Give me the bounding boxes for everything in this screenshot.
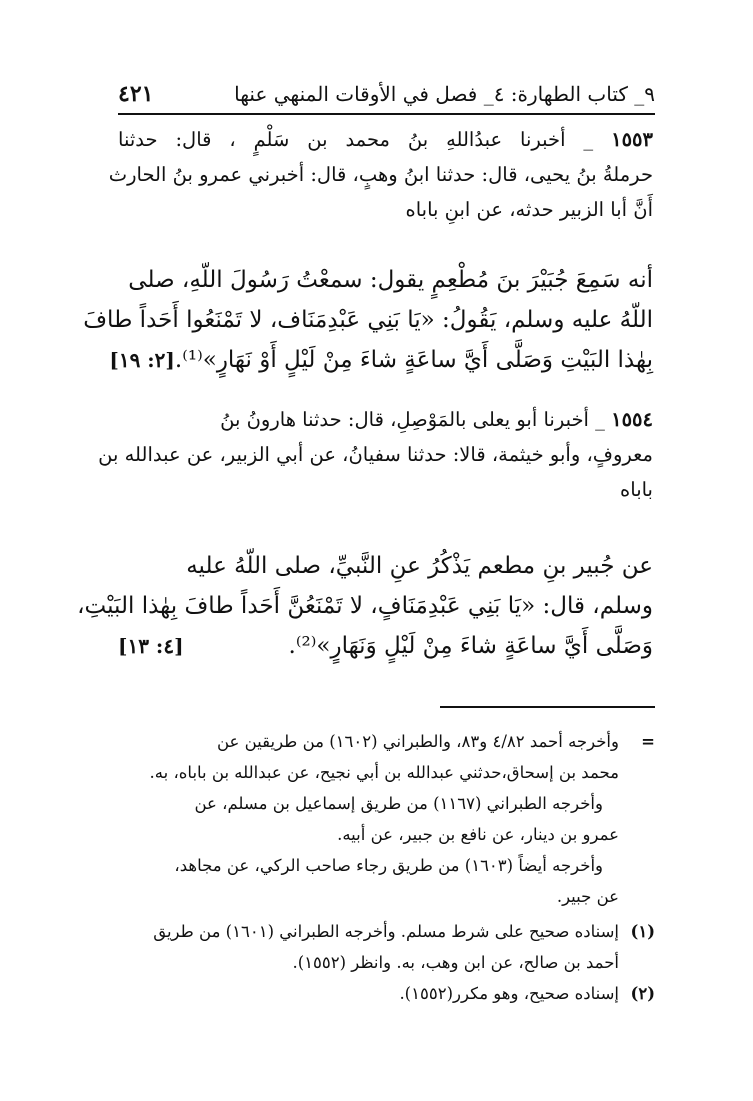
matn-line: أنه سَمِعَ جُبَيْرَ بنَ مُطْعِمٍ يقول: سمعْتُ رَسُولَ اللّهِ، صلى (128, 267, 653, 293)
footnote-2-marker: (٢) (630, 984, 655, 1003)
isnad-line: أَنَّ أبا الزبير حدثه، عن ابنِ باباه (405, 198, 653, 221)
header-divider (118, 113, 655, 115)
matn-line: وَصَلَّى أَيَّ ساعَةٍ شاءَ مِنْ لَيْلٍ وَنَهَارٍ»⁽²⁾. (288, 633, 653, 659)
footnote-line: محمد بن إسحاق،حدثني عبدالله بن أبي نجيح، عن عبدالله بن باباه، به. (149, 763, 619, 782)
hadith-1554-isnad (98, 402, 653, 507)
footnote-line: عمرو بن دينار، عن نافع بن جبير، عن أبيه. (337, 825, 619, 844)
hadith-number: ١٥٥٣ (611, 128, 653, 151)
isnad-line: باباه (620, 478, 653, 501)
matn-line: عن جُبير بنِ مطعم يَذْكُرُ عنِ النَّبيِّ، صلى اللّهُ عليه (186, 553, 653, 579)
matn-line: اللّهُ عليه وسلم، يَقُولُ: «يَا بَنِي عَبْدِمَنَاف، لا تَمْنَعُوا أَحَداً طافَ (83, 307, 653, 333)
footnote-line: وأخرجه أيضاً (١٦٠٣) من طريق رجاء صاحب الركي، عن مجاهد، (174, 856, 603, 875)
hadith-1553-isnad (108, 122, 653, 227)
footnote-line: إسناده صحيح، وهو مكرر(١٥٥٢). (399, 984, 619, 1003)
footnote-1-marker: (١) (630, 922, 655, 941)
footnote-line: أحمد بن صالح، عن ابن وهب، به. وانظر (١٥٥٢). (292, 953, 619, 972)
isnad-line: حرملةُ بنُ يحيى، قال: حدثنا ابنُ وهبٍ، قال: أخبرني عمرو بنُ الحارث (108, 163, 653, 186)
footnote-line: عن جبير. (556, 887, 619, 906)
isnad-line: _ أخبرنا أبو يعلى بالمَوْصِلِ، قال: حدثنا هارونُ بنُ (220, 408, 605, 431)
hadith-reference: [٢: ١٩] (109, 348, 175, 372)
running-title: ٩_ كتاب الطهارة: ٤_ فصل في الأوقات المنهي عنها (234, 82, 655, 106)
page-number: ٤٢١ (118, 81, 154, 107)
hadith-number: ١٥٥٤ (611, 408, 653, 431)
footnote-divider (440, 706, 655, 708)
footnote-line: وأخرجه الطبراني (١١٦٧) من طريق إسماعيل بن مسلم، عن (194, 794, 603, 813)
footnote-line: وأخرجه أحمد ٤/٨٢ و٨٣، والطبراني (١٦٠٢) من طريقين عن (216, 732, 619, 751)
footnotes (118, 726, 655, 1009)
isnad-line: معروفٍ، وأبو خيثمة، قالا: حدثنا سفيانُ، عن أبي الزبير، عن عبدالله بن (98, 443, 653, 466)
page-header (118, 66, 655, 106)
hadith-1553-matn (83, 260, 653, 380)
footnote-line: إسناده صحيح على شرط مسلم. وأخرجه الطبراني (١٦٠١) من طريق (153, 922, 619, 941)
continuation-marker: = (641, 732, 655, 751)
hadith-1554-matn (77, 546, 653, 666)
isnad-line: _ أخبرنا عبدُاللهِ بنُ محمد بن سَلْمٍ ، قال: حدثنا (118, 128, 594, 151)
hadith-reference: [٤: ١٣] (118, 634, 184, 658)
matn-line: بِهٰذا البَيْتِ وَصَلَّى أَيَّ ساعَةٍ شاءَ مِنْ لَيْلٍ أَوْ نَهَارٍ»⁽¹⁾. (174, 347, 653, 373)
matn-line: وسلم، قال: «يَا بَنِي عَبْدِمَنَافٍ، لا تَمْنَعُنَّ أَحَداً طافَ بِهٰذا البَيْتِ، (77, 593, 653, 619)
